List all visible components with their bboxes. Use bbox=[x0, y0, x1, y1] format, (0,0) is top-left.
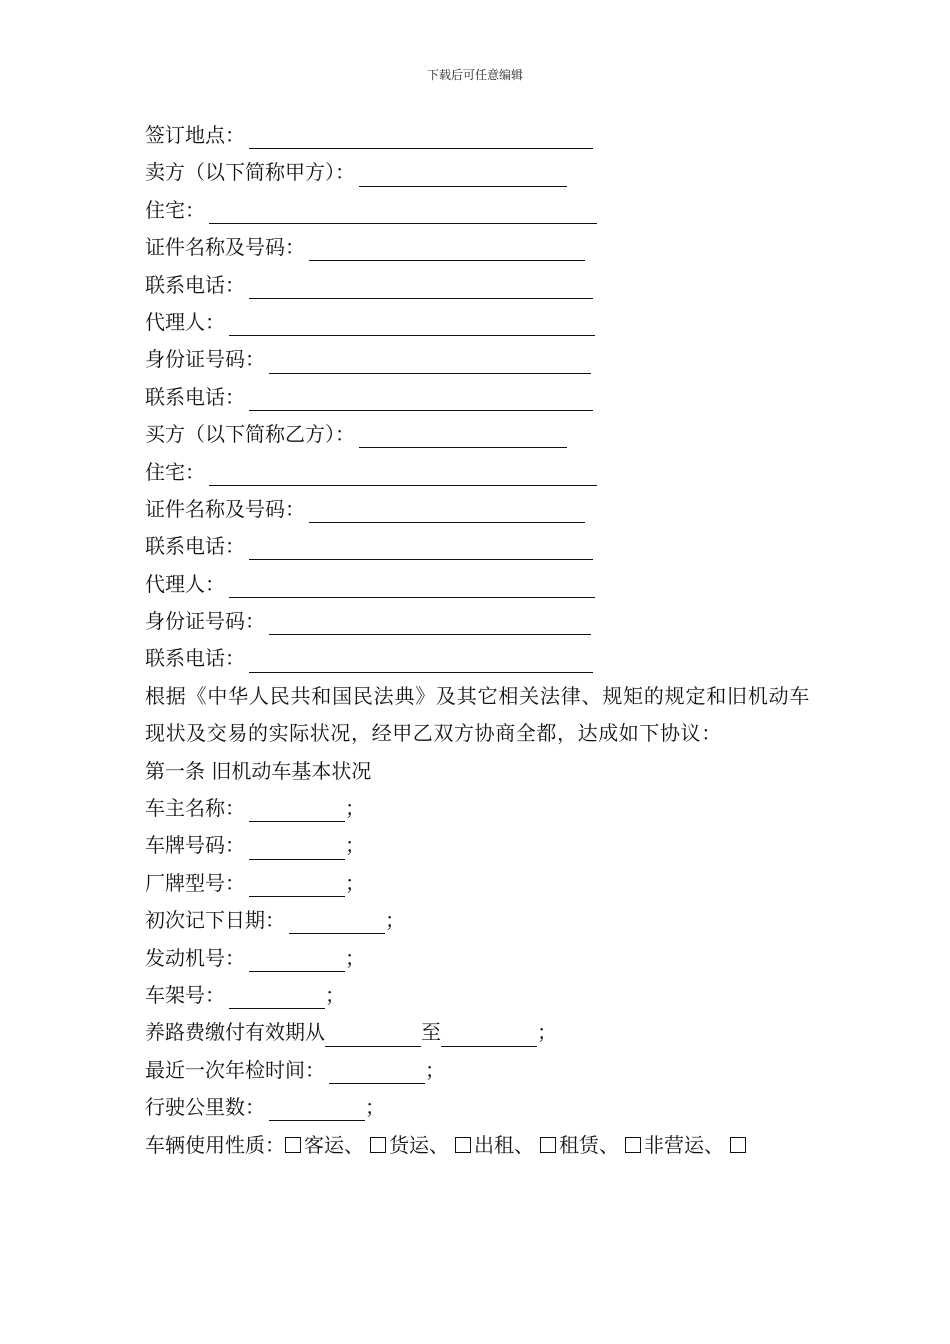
field-buyer-address bbox=[145, 454, 810, 491]
fill-blank[interactable] bbox=[269, 1094, 365, 1121]
usage-option: 出租、 bbox=[474, 1132, 534, 1157]
field-label: 行驶公里数： bbox=[145, 1095, 265, 1120]
field-label: 身份证号码： bbox=[145, 609, 265, 634]
semicolon: ； bbox=[537, 1020, 557, 1045]
usage-option: 客运、 bbox=[304, 1132, 364, 1157]
checkbox[interactable] bbox=[730, 1137, 746, 1153]
semicolon: ； bbox=[325, 983, 345, 1008]
semicolon: ； bbox=[345, 870, 365, 895]
fill-blank[interactable] bbox=[249, 122, 593, 149]
field-engine-number bbox=[145, 940, 810, 977]
fill-blank[interactable] bbox=[329, 1057, 425, 1084]
fill-blank[interactable] bbox=[229, 571, 595, 598]
field-label: 住宅： bbox=[145, 459, 205, 484]
fill-blank[interactable] bbox=[289, 907, 385, 934]
field-frame-number bbox=[145, 977, 810, 1014]
semicolon: ； bbox=[345, 833, 365, 858]
field-label: 证件名称及号码： bbox=[145, 496, 305, 521]
semicolon: ； bbox=[345, 945, 365, 970]
field-seller bbox=[145, 154, 810, 191]
field-label: 车牌号码： bbox=[145, 833, 245, 858]
usage-option: 租赁、 bbox=[559, 1132, 619, 1157]
field-label: 身份证号码： bbox=[145, 347, 265, 372]
fill-blank[interactable] bbox=[309, 496, 585, 523]
field-label: 养路费缴付有效期从 bbox=[145, 1020, 325, 1045]
fill-blank[interactable] bbox=[249, 272, 593, 299]
field-seller-agent-phone bbox=[145, 379, 810, 416]
fill-blank[interactable] bbox=[249, 833, 345, 860]
field-vehicle-usage bbox=[145, 1127, 810, 1164]
fill-blank[interactable] bbox=[249, 384, 593, 411]
intro-paragraph: 根据《中华人民共和国民法典》及其它相关法律、规矩的规定和旧机动车现状及交易的实际状况，经甲乙双方协商全都，达成如下协议： bbox=[145, 683, 810, 746]
field-label: 初次记下日期： bbox=[145, 908, 285, 933]
fill-blank[interactable] bbox=[249, 646, 593, 673]
field-road-fee-period bbox=[145, 1014, 810, 1051]
field-seller-id bbox=[145, 229, 810, 266]
fill-blank[interactable] bbox=[325, 1020, 421, 1047]
fill-blank[interactable] bbox=[441, 1020, 537, 1047]
field-label: 联系电话： bbox=[145, 384, 245, 409]
field-label: 签订地点： bbox=[145, 123, 245, 147]
fill-blank[interactable] bbox=[249, 795, 345, 822]
fill-blank[interactable] bbox=[269, 347, 591, 374]
field-label: 住宅： bbox=[145, 197, 205, 222]
field-buyer bbox=[145, 416, 810, 453]
field-label-to: 至 bbox=[421, 1020, 441, 1045]
checkbox[interactable] bbox=[455, 1137, 471, 1153]
document-body bbox=[145, 117, 810, 1164]
field-label: 联系电话： bbox=[145, 534, 245, 559]
field-seller-phone bbox=[145, 267, 810, 304]
field-label: 买方（以下简称乙方）： bbox=[145, 422, 355, 447]
field-label: 发动机号： bbox=[145, 945, 245, 970]
usage-option: 非营运、 bbox=[644, 1132, 724, 1157]
field-buyer-agent bbox=[145, 566, 810, 603]
field-signing-place bbox=[145, 117, 810, 154]
field-label: 联系电话： bbox=[145, 272, 245, 297]
semicolon: ； bbox=[385, 908, 405, 933]
checkbox[interactable] bbox=[285, 1137, 301, 1153]
page-header: 下载后可任意编辑 bbox=[426, 68, 523, 82]
field-mileage bbox=[145, 1089, 810, 1126]
fill-blank[interactable] bbox=[309, 234, 585, 261]
field-label: 卖方（以下简称甲方）： bbox=[145, 160, 355, 185]
field-seller-address bbox=[145, 192, 810, 229]
fill-blank[interactable] bbox=[359, 421, 567, 448]
fill-blank[interactable] bbox=[249, 533, 593, 560]
semicolon: ； bbox=[345, 796, 365, 821]
field-buyer-agent-phone bbox=[145, 640, 810, 677]
field-label: 车主名称： bbox=[145, 796, 245, 821]
field-label: 代理人： bbox=[145, 309, 225, 334]
field-label: 联系电话： bbox=[145, 646, 245, 671]
article-title: 第一条 旧机动车基本状况 bbox=[145, 758, 372, 783]
field-seller-agent bbox=[145, 304, 810, 341]
field-label: 车架号： bbox=[145, 983, 225, 1008]
fill-blank[interactable] bbox=[229, 309, 595, 336]
field-model bbox=[145, 865, 810, 902]
field-buyer-phone bbox=[145, 528, 810, 565]
fill-blank[interactable] bbox=[249, 945, 345, 972]
field-label: 车辆使用性质： bbox=[145, 1132, 285, 1157]
field-first-registration bbox=[145, 902, 810, 939]
field-plate-number bbox=[145, 827, 810, 864]
usage-option: 货运、 bbox=[389, 1132, 449, 1157]
semicolon: ； bbox=[365, 1095, 385, 1120]
checkbox[interactable] bbox=[370, 1137, 386, 1153]
fill-blank[interactable] bbox=[209, 197, 597, 224]
field-seller-agent-id bbox=[145, 341, 810, 378]
fill-blank[interactable] bbox=[359, 160, 567, 187]
fill-blank[interactable] bbox=[229, 982, 325, 1009]
field-buyer-id bbox=[145, 491, 810, 528]
fill-blank[interactable] bbox=[269, 608, 591, 635]
field-label: 最近一次年检时间： bbox=[145, 1057, 325, 1082]
checkbox[interactable] bbox=[540, 1137, 556, 1153]
fill-blank[interactable] bbox=[249, 870, 345, 897]
semicolon: ； bbox=[425, 1057, 445, 1082]
fill-blank[interactable] bbox=[209, 459, 597, 486]
field-buyer-agent-id bbox=[145, 603, 810, 640]
field-label: 证件名称及号码： bbox=[145, 235, 305, 260]
field-label: 代理人： bbox=[145, 571, 225, 596]
field-last-inspection bbox=[145, 1052, 810, 1089]
checkbox[interactable] bbox=[625, 1137, 641, 1153]
field-label: 厂牌型号： bbox=[145, 870, 245, 895]
field-owner-name bbox=[145, 790, 810, 827]
